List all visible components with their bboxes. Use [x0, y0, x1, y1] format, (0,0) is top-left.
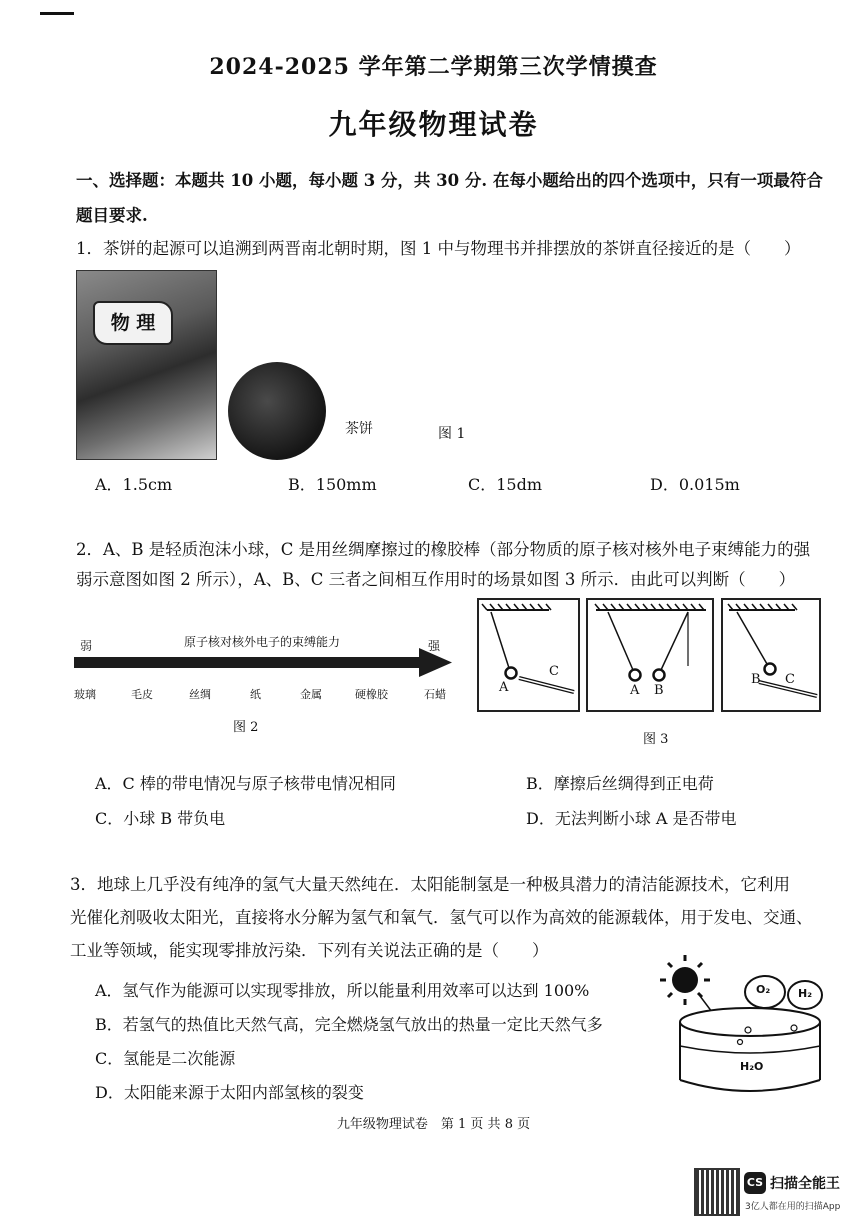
q2-option-d: D．无法判断小球 A 是否带电	[526, 809, 737, 828]
scan-mark	[40, 12, 74, 15]
q3-option-c: C．氢能是二次能源	[95, 1049, 236, 1068]
fig2-material-paper: 纸	[250, 688, 261, 701]
fig3-panel-2-label-a: A	[630, 683, 640, 698]
q3-option-d: D．太阳能来源于太阳内部氢核的裂变	[95, 1083, 364, 1102]
exam-subtitle: 九年级物理试卷	[328, 108, 539, 141]
q3-option-b: B．若氢气的热值比天然气高，完全燃烧氢气放出的热量一定比天然气多	[95, 1015, 603, 1034]
q1-stem: 1．茶饼的起源可以追溯到两晋南北朝时期，图 1 中与物理书并排摆放的茶饼直径接近的是（ ）	[76, 239, 801, 258]
scanner-logo-icon: CS	[744, 1172, 766, 1194]
fig3-panel-3	[721, 598, 821, 712]
fig3-panel-1	[477, 598, 580, 712]
fig3-panel-2	[586, 598, 714, 712]
book-label: 物 理	[93, 301, 173, 345]
q3-stem-line2: 光催化剂吸收太阳光，直接将水分解为氢气和氧气．氢气可以作为高效的能源载体，用于发电、交通、	[70, 908, 813, 927]
fig3-panel-3-label-b: B	[751, 672, 761, 687]
qr-code-icon	[694, 1168, 740, 1216]
q2-stem-line1: 2．A、B 是轻质泡沫小球，C 是用丝绸摩擦过的橡胶棒（部分物质的原子核对核外电子束缚能力的强	[76, 540, 811, 559]
fig2-material-glass: 玻璃	[74, 688, 96, 701]
q3-option-a: A．氢气作为能源可以实现零排放，所以能量利用效率可以达到 100%	[95, 981, 590, 1000]
q2-option-b: B．摩擦后丝绸得到正电荷	[526, 774, 714, 793]
gas-label-o2: O₂	[756, 983, 771, 996]
q2-option-a: A．C 棒的带电情况与原子核带电情况相同	[95, 774, 396, 793]
q3-stem-line1: 3．地球上几乎没有纯净的氢气大量天然纯在．太阳能制氢是一种极具潜力的清洁能源技术，它利用	[70, 875, 790, 894]
fig3-panel-1-drawing	[479, 600, 578, 710]
figure1-caption: 图 1	[438, 426, 466, 442]
q2-option-c: C．小球 B 带负电	[95, 809, 226, 828]
physics-book-image	[76, 270, 217, 460]
fig2-material-wax: 石蜡	[424, 688, 446, 701]
q3-figure	[660, 950, 840, 1100]
fig2-arrow-label: 原子核对核外电子的束缚能力	[184, 635, 341, 649]
fig3-panel-3-drawing	[723, 600, 819, 710]
q1-option-c: C．15dm	[468, 475, 543, 494]
figure2-caption: 图 2	[233, 720, 259, 735]
fig2-weak-label: 弱	[80, 639, 93, 653]
gas-label-h2: H₂	[798, 987, 813, 1000]
fig3-panel-3-label-c: C	[785, 672, 795, 687]
fig2-arrow	[74, 648, 454, 678]
q3-stem-line3: 工业等领域，能实现零排放污染．下列有关说法正确的是（ ）	[70, 941, 549, 960]
fig2-material-fur: 毛皮	[131, 688, 153, 701]
fig2-material-metal: 金属	[300, 688, 322, 701]
fig3-panel-2-drawing	[588, 600, 712, 710]
scanner-tagline: 3亿人都在用的扫描App	[745, 1202, 841, 1212]
exam-title: 2024-2025 学年第二学期第三次学情摸查	[209, 54, 658, 80]
fig3-panel-2-label-b: B	[654, 683, 664, 698]
sun-icon	[660, 955, 712, 1012]
q2-stem-line2: 弱示意图如图 2 所示），A、B、C 三者之间相互作用时的场景如图 3 所示．由此可以判断（ ）	[76, 570, 796, 589]
q1-option-d: D．0.015m	[650, 475, 740, 494]
water-label: H₂O	[740, 1060, 764, 1073]
tea-cake-label: 茶饼	[345, 421, 373, 437]
fig2-strong-label: 强	[428, 639, 441, 653]
figure3-caption: 图 3	[643, 732, 669, 747]
tea-cake-image	[228, 362, 326, 460]
q1-option-b: B．150mm	[288, 475, 377, 494]
fig3-panel-1-label-c: C	[549, 664, 559, 679]
section-intro-line2: 题目要求.	[76, 206, 148, 225]
q1-option-a: A．1.5cm	[95, 475, 173, 494]
fig2-material-rubber: 硬橡胶	[355, 688, 388, 701]
water-tank	[680, 1008, 820, 1091]
scanner-app-name: 扫描全能王	[770, 1176, 840, 1192]
section-intro-line1: 一、选择题：本题共 10 小题，每小题 3 分，共 30 分. 在每小题给出的四个选项中，只有一项最符合	[76, 171, 823, 190]
fig3-panel-1-label-a: A	[499, 680, 509, 695]
page-footer: 九年级物理试卷 第 1 页 共 8 页	[336, 1117, 531, 1132]
fig2-material-silk: 丝绸	[189, 688, 211, 701]
